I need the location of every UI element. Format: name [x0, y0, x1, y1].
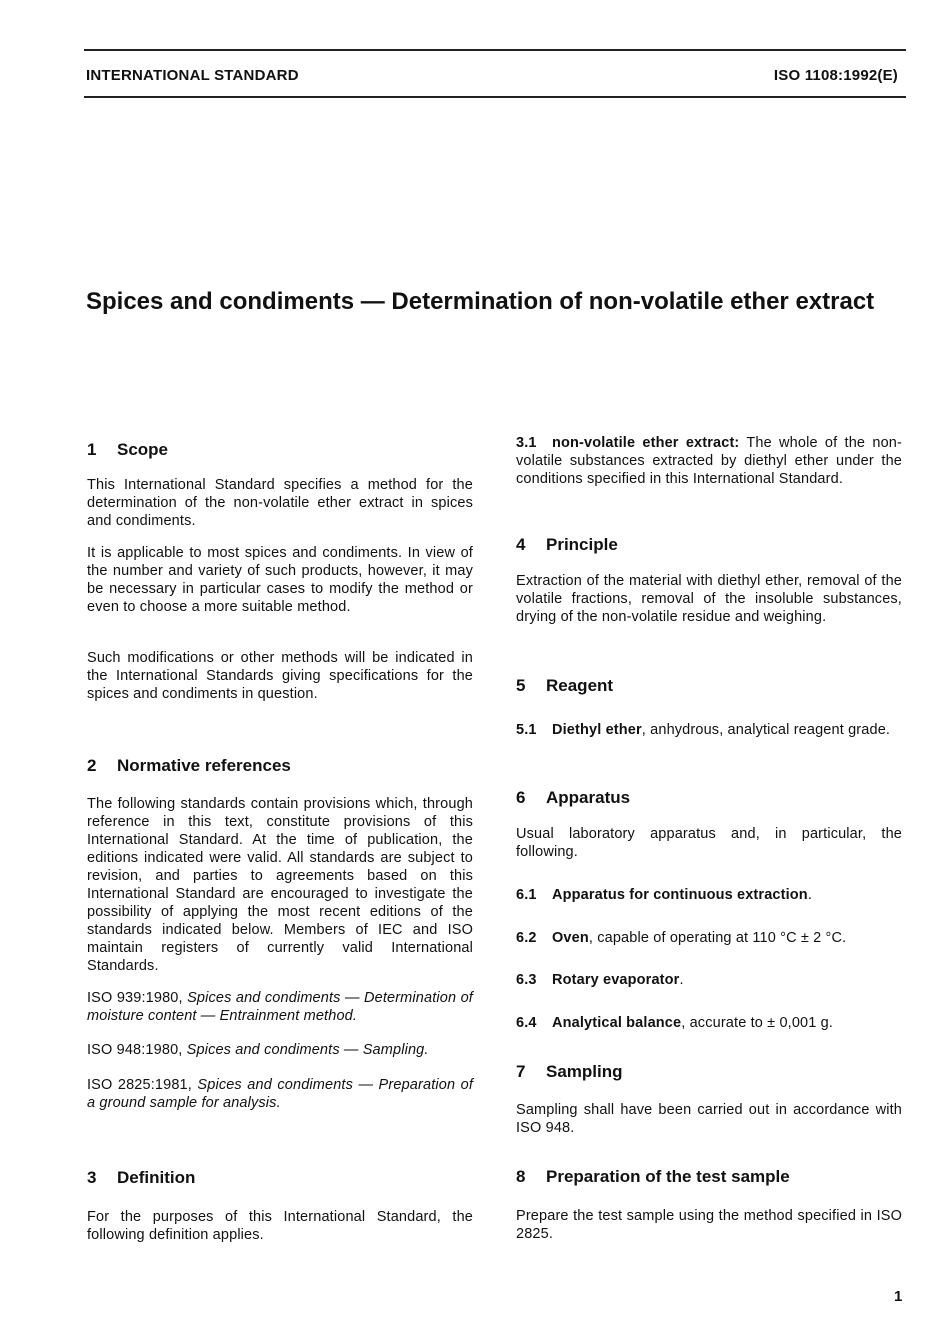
apparatus-6-3 — [516, 971, 902, 989]
section-number: 6 — [516, 788, 526, 807]
ref-code: ISO 939:1980, — [87, 990, 188, 1006]
ref-title: Spices and condiments — Determination of moisture content — Entrainment method. — [87, 990, 473, 1024]
item-number: 6.2 — [516, 930, 537, 946]
heading-sampling — [516, 1062, 623, 1082]
item-text: , accurate to ± 0,001 g. — [681, 1015, 834, 1031]
section-number: 8 — [516, 1167, 526, 1186]
header-bottom-rule — [84, 96, 906, 98]
item-text: . — [679, 972, 684, 988]
scope-para-1: This International Standard specifies a method for the determination of the non-volatile ether extract in spices and condiments. — [87, 477, 473, 529]
test-sample-para: Prepare the test sample using the method specified in ISO 2825. — [516, 1208, 902, 1242]
doc-number: ISO 1108:1992(E) — [773, 67, 898, 84]
ref-code: ISO 948:1980, — [87, 1042, 187, 1058]
heading-scope — [87, 440, 168, 460]
heading-principle — [516, 535, 618, 555]
item-term: Diethyl ether — [552, 722, 642, 738]
item-number: 5.1 — [516, 722, 537, 738]
sampling-para: Sampling shall have been carried out in accordance with ISO 948. — [516, 1102, 902, 1136]
heading-normative-references — [87, 756, 291, 776]
doc-type: INTERNATIONAL STANDARD — [86, 67, 299, 84]
heading-reagent — [516, 676, 613, 696]
section-title: Normative references — [117, 756, 291, 775]
reference-iso-2825 — [87, 1076, 473, 1112]
item-text: , anhydrous, analytical reagent grade. — [641, 722, 891, 738]
section-number: 4 — [516, 535, 526, 554]
item-text: The whole of the non-volatile substances extracted by diethyl ether under the conditions specified in this International Standard. — [516, 435, 902, 487]
section-number: 7 — [516, 1062, 526, 1081]
section-number: 1 — [87, 440, 97, 459]
section-number: 2 — [87, 756, 97, 775]
scope-para-3: Such modifications or other methods will be indicated in the International Standards giving specifications for the spices and condiments in question. — [87, 650, 473, 702]
item-text: . — [807, 887, 812, 903]
section-title: Principle — [546, 535, 618, 554]
reference-iso-948 — [87, 1041, 473, 1059]
item-number: 6.4 — [516, 1015, 537, 1031]
ref-title: Spices and condiments — Sampling. — [186, 1042, 429, 1058]
reagent-5-1 — [516, 721, 902, 739]
item-term: Rotary evaporator — [552, 972, 680, 988]
item-term: Analytical balance — [552, 1015, 682, 1031]
apparatus-6-4 — [516, 1014, 902, 1032]
scope-para-2: It is applicable to most spices and condiments. In view of the number and variety of such products, however, it may be necessary in particular cases to modify the method or even to choose a more suitable method. — [87, 545, 473, 615]
section-title: Scope — [117, 440, 169, 459]
apparatus-para: Usual laboratory apparatus and, in particular, the following. — [516, 826, 902, 860]
header-top-rule — [84, 49, 906, 51]
section-title: Apparatus — [546, 788, 631, 807]
page-number: 1 — [894, 1288, 903, 1305]
section-title: Reagent — [546, 676, 614, 695]
definition-para: For the purposes of this International Standard, the following definition applies. — [87, 1209, 473, 1243]
heading-test-sample-preparation — [516, 1167, 790, 1187]
ref-code: ISO 2825:1981, — [87, 1077, 198, 1093]
item-number: 3.1 — [516, 435, 537, 451]
principle-para: Extraction of the material with diethyl ether, removal of the volatile fractions, removal of the insoluble substances, drying of the non-volatile residue and weighing. — [516, 573, 902, 625]
item-text: , capable of operating at 110 °C ± 2 °C. — [588, 930, 847, 946]
item-term: Oven — [552, 930, 589, 946]
item-term: non-volatile ether extract: — [552, 435, 740, 451]
apparatus-6-1 — [516, 886, 902, 904]
apparatus-6-2 — [516, 929, 902, 947]
heading-apparatus — [516, 788, 630, 808]
normative-para: The following standards contain provisions which, through reference in this text, constitute provisions of this International Standard. At the time of publication, the editions indicated were valid. All standards are subject to revision, and parties to agreements based on this International Standard are encouraged to investigate the possibility of applying the most recent editions of the standards indicated below. Members of IEC and ISO maintain registers of currently valid International Standards. — [87, 796, 473, 974]
item-number: 6.1 — [516, 887, 537, 903]
section-title: Sampling — [546, 1062, 623, 1081]
section-title: Definition — [117, 1168, 196, 1187]
section-number: 5 — [516, 676, 526, 695]
reference-iso-939 — [87, 989, 473, 1025]
heading-definition — [87, 1168, 195, 1188]
document-title: Spices and condiments — Determination of non-volatile ether extract — [86, 288, 875, 315]
section-number: 3 — [87, 1168, 97, 1187]
item-number: 6.3 — [516, 972, 537, 988]
section-title: Preparation of the test sample — [546, 1167, 790, 1186]
definition-3-1 — [516, 434, 902, 488]
ref-title: Spices and condiments — Preparation of a ground sample for analysis. — [87, 1077, 474, 1111]
item-term: Apparatus for continuous extraction — [552, 887, 808, 903]
